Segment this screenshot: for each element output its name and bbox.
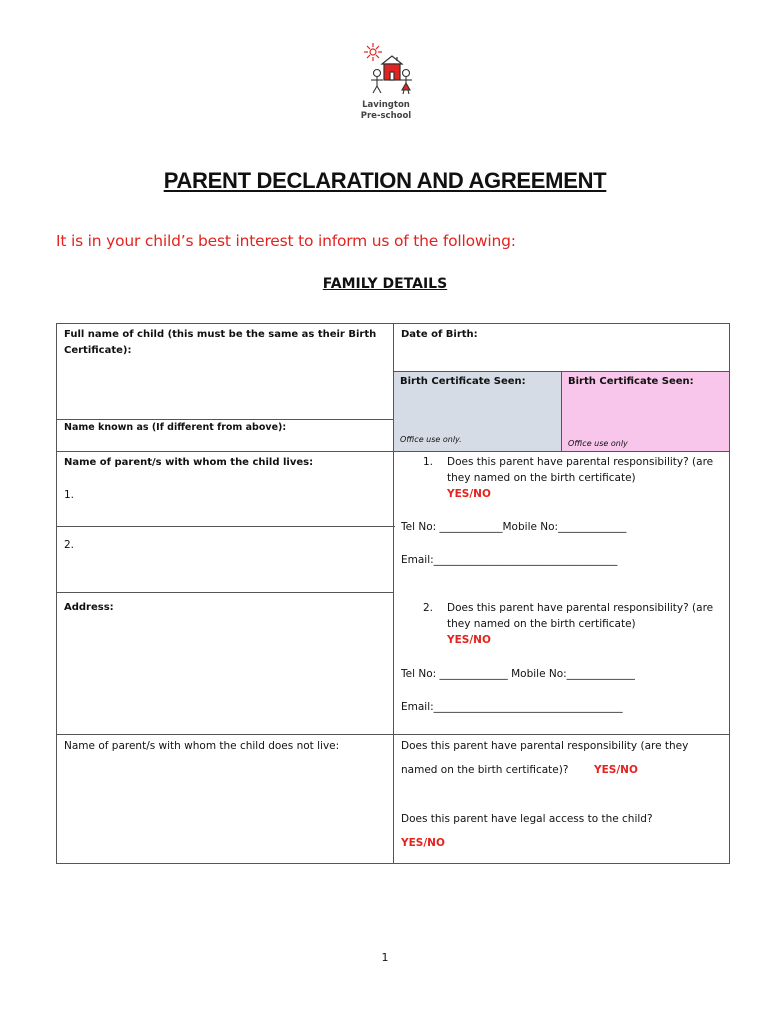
date-of-birth-cell[interactable] bbox=[393, 323, 730, 372]
tel-mobile-field-1[interactable]: Tel No: ____________Mobile No:_____________ bbox=[401, 521, 627, 533]
child-full-name-label: Full name of child (this must be the same as their Birth Certificate): bbox=[64, 329, 377, 356]
q1-question: Does this parent have parental responsibility? (are they named on the birth certificate) bbox=[447, 456, 714, 484]
email-field-2[interactable]: Email:____________________________________ bbox=[401, 701, 623, 713]
parent-divider bbox=[57, 526, 395, 527]
access-answer[interactable]: YES/NO bbox=[401, 837, 445, 849]
pr-question-line-2: named on the birth certificate)? bbox=[401, 764, 569, 776]
email-field-1[interactable]: Email:___________________________________ bbox=[401, 554, 618, 566]
name-known-as-cell[interactable] bbox=[56, 419, 394, 452]
parent-1-number: 1. bbox=[64, 489, 75, 501]
logo-text bbox=[345, 100, 427, 122]
logo-line-1: Lavington bbox=[362, 100, 410, 110]
parent-not-live-details-cell bbox=[393, 734, 730, 864]
parent-2-number: 2. bbox=[64, 539, 75, 551]
office-use-note-2: Office use only bbox=[568, 439, 628, 448]
office-use-note-1: Office use only. bbox=[400, 435, 462, 444]
pr-answer[interactable]: YES/NO bbox=[594, 764, 638, 776]
birth-cert-seen-box-2[interactable] bbox=[561, 371, 730, 452]
pr-question-line-1: Does this parent have parental responsibility (are they bbox=[401, 740, 689, 752]
parent-not-live-label: Name of parent/s with whom the child does not live: bbox=[64, 740, 340, 752]
birth-cert-seen-box-1[interactable] bbox=[393, 371, 562, 452]
q2-question: Does this parent have parental responsibility? (are they named on the birth certificate) bbox=[447, 602, 714, 630]
access-question: Does this parent have legal access to the child? bbox=[401, 813, 653, 825]
q2-number: 2. bbox=[423, 602, 434, 614]
parents-lives-label: Name of parent/s with whom the child lives: bbox=[64, 457, 314, 468]
logo-line-2: Pre-school bbox=[360, 111, 412, 121]
house-icon bbox=[382, 56, 402, 80]
sun-icon bbox=[364, 43, 382, 61]
parents-child-lives-with-cell[interactable] bbox=[56, 451, 394, 593]
q1-number: 1. bbox=[423, 456, 434, 468]
page-title: PARENT DECLARATION AND AGREEMENT bbox=[163, 168, 607, 193]
child-full-name-cell[interactable] bbox=[56, 323, 394, 420]
q1-answer[interactable]: YES/NO bbox=[447, 488, 491, 500]
date-of-birth-label: Date of Birth: bbox=[401, 329, 478, 340]
parent-details-cell bbox=[393, 451, 730, 735]
intro-text: It is in your child’s best interest to inform us of the following: bbox=[56, 232, 516, 250]
family-details-table bbox=[56, 323, 730, 864]
tel-mobile-field-2[interactable]: Tel No: _____________ Mobile No:_____________ bbox=[401, 668, 635, 680]
birth-cert-seen-label-1: Birth Certificate Seen: bbox=[400, 376, 526, 387]
birth-cert-seen-label-2: Birth Certificate Seen: bbox=[568, 376, 694, 387]
name-known-as-label: Name known as (If different from above): bbox=[64, 422, 287, 433]
address-cell[interactable] bbox=[56, 592, 394, 735]
section-heading: FAMILY DETAILS bbox=[322, 276, 448, 292]
address-label: Address: bbox=[64, 602, 114, 613]
parent-not-live-cell[interactable] bbox=[56, 734, 394, 864]
page-number: 1 bbox=[381, 951, 389, 964]
q2-answer[interactable]: YES/NO bbox=[447, 634, 491, 646]
